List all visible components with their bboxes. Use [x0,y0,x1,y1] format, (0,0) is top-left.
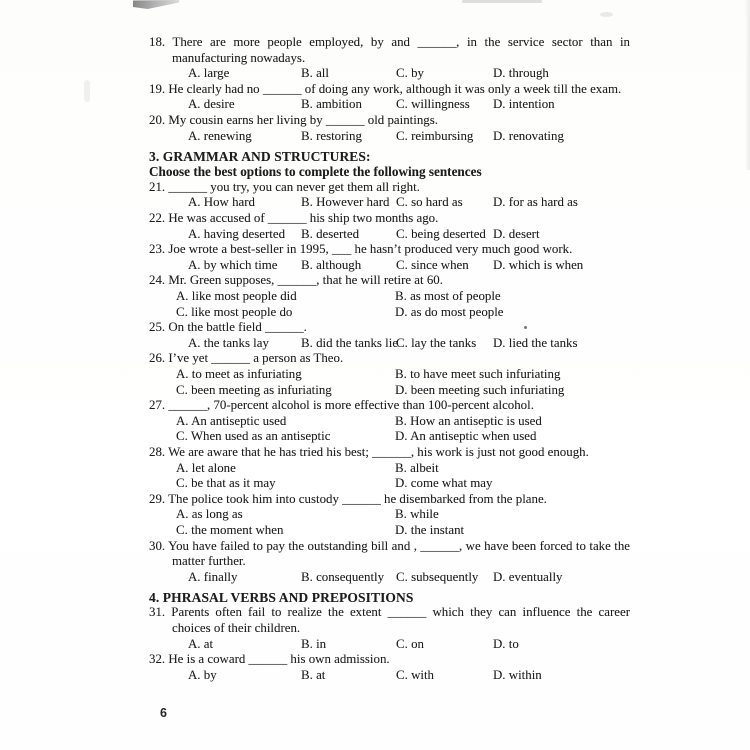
section-heading: 3. GRAMMAR AND STRUCTURES: [149,148,371,164]
option-row [149,336,630,352]
option-d [493,668,542,684]
option-d [395,523,464,539]
option-c [396,195,463,211]
option-label: A. [176,460,189,475]
option-text: to meet as infuriating [191,366,302,381]
option-text: as long as [191,507,243,522]
option-text: been meeting as infuriating [191,382,332,397]
option-label: C. [396,636,408,651]
question-22 [149,211,630,242]
option-text: An antiseptic used [191,413,287,428]
option-text: subsequently [411,569,479,584]
option-text: let alone [191,460,236,475]
question-number: 20. [149,112,166,127]
option-label: A. [188,97,201,112]
option-label: C. [176,476,188,491]
option-text: finally [203,569,238,584]
option-text: as do most people [410,304,504,319]
question-27 [149,398,630,445]
option-label: B. [395,460,407,475]
question-stem [149,35,630,66]
option-label: B. [301,569,313,584]
option-text: How hard [203,195,255,210]
option-label: A. [176,413,189,428]
question-number: 29. [149,491,166,506]
section-subheading: Choose the best options to complete the following sentences [149,164,482,180]
option-row [149,195,630,211]
option-d [395,429,536,445]
option-text: been meeting such infuriating [410,382,565,397]
question-number: 24. [149,273,166,288]
option-label: B. [301,66,313,81]
question-number: 18. [149,35,166,49]
question-stem [149,652,630,668]
question-text: He is a coward ______ his own admission. [168,652,390,667]
option-b [395,414,542,430]
option-c [396,129,473,145]
option-text: renovating [508,128,564,143]
option-b [395,289,501,305]
option-label: D. [493,667,506,682]
option-row [149,258,630,274]
option-d [395,305,504,321]
option-label: A. [188,636,201,651]
section-heading: 4. PHRASAL VERBS AND PREPOSITIONS [149,589,414,605]
option-text: all [316,66,329,81]
option-label: A. [188,128,201,143]
option-b [301,227,359,243]
option-row [149,129,630,145]
question-text: I’ve yet ______ a person as Theo. [168,351,344,366]
option-label: D. [493,569,506,584]
question-stem [149,605,630,636]
option-text: deserted [316,226,360,241]
question-stem [149,492,630,508]
scan-shadow-right-edge [745,0,750,170]
option-text: lay the tanks [411,335,477,350]
option-text: be that as it may [191,476,276,491]
option-d [493,227,540,243]
option-label: D. [493,66,506,81]
option-c [396,227,486,243]
option-d [493,258,583,274]
section-3 [149,590,630,684]
option-b [301,637,326,653]
option-label: C. [396,195,408,210]
option-b [301,66,329,82]
option-label: C. [176,429,188,444]
question-24 [149,273,630,320]
option-text: within [508,667,542,682]
option-text: How an antiseptic is used [410,413,542,428]
question-stem [149,320,630,336]
option-label: C. [176,522,188,537]
question-number: 19. [149,81,166,96]
option-label: D. [395,476,408,491]
question-number: 21. [149,179,166,194]
option-label: B. [301,636,313,651]
section-2 [149,149,630,586]
option-text: by which time [203,257,278,272]
question-number: 26. [149,351,166,366]
option-b [301,129,362,145]
option-text: albeit [410,460,439,475]
option-text: like most people did [191,289,297,303]
option-text: through [508,66,549,81]
option-c [396,97,470,113]
option-text: eventually [508,569,563,584]
option-text: with [411,667,434,682]
question-text: Parents often fail to realize the extent ______ which they can influence the career choices of their children. [171,605,630,635]
option-label: B. [301,335,313,350]
question-stem [149,113,630,129]
option-text: When used as an antiseptic [190,429,331,444]
option-label: B. [301,195,313,210]
option-row [149,637,630,653]
question-text: He was accused of ______ his ship two months ago. [168,211,439,226]
question-number: 25. [149,320,166,335]
option-label: C. [176,304,188,319]
option-text: so hard as [411,195,463,210]
option-row [149,383,630,399]
option-row [149,523,630,539]
option-text: restoring [316,128,362,143]
question-text: My cousin earns her living by ______ old paintings. [168,112,438,127]
option-label: B. [395,413,407,428]
question-number: 23. [149,242,166,257]
option-label: B. [395,507,407,522]
option-row [149,289,630,305]
question-text: He clearly had no ______ of doing any work, although it was only a week till the exam. [168,81,622,96]
option-text: which is when [508,257,584,272]
option-text: the moment when [191,522,284,537]
option-text: in [316,636,327,651]
option-b [395,507,439,523]
option-label: A. [188,66,201,81]
question-number: 27. [149,398,166,413]
option-text: by [411,66,424,81]
option-c [396,570,478,586]
option-text: An antiseptic when used [410,429,537,444]
option-text: ambition [316,97,362,112]
option-text: willingness [411,97,470,112]
option-label: C. [396,335,408,350]
option-text: as most of people [410,289,501,303]
option-text: for as hard as [508,195,578,210]
option-a [188,66,229,82]
option-text: desert [508,226,540,241]
option-row [149,414,630,430]
option-label: A. [188,667,201,682]
option-label: A. [176,366,189,381]
option-label: B. [301,226,313,241]
option-text: by [203,667,217,682]
option-row [149,429,630,445]
option-label: C. [396,97,408,112]
option-b [301,336,398,352]
option-text: while [410,507,439,522]
option-b [301,195,389,211]
scan-shadow-left-edge [84,80,90,102]
question-number: 31. [149,605,166,620]
option-text: since when [411,257,469,272]
option-label: D. [395,304,408,319]
question-stem [149,82,630,98]
option-text: desire [203,97,235,112]
option-label: D. [493,195,506,210]
question-26 [149,351,630,398]
question-text: Joe wrote a best-seller in 1995, ___ he hasn’t produced very much good work. [168,242,573,257]
option-row [149,66,630,82]
option-c [176,429,330,445]
question-31 [149,605,630,652]
question-stem [149,398,630,414]
option-label: A. [188,335,201,350]
option-label: D. [493,257,506,272]
option-row [149,367,630,383]
option-text: large [203,66,230,81]
question-text: ______ you try, you can never get them all right. [168,179,420,194]
option-text: at [203,636,214,651]
option-b [395,461,439,477]
option-text: although [316,257,362,272]
question-30 [149,539,630,586]
question-32 [149,652,630,683]
option-d [493,129,564,145]
option-text: renewing [203,128,252,143]
option-a [176,414,286,430]
option-row [149,227,630,243]
page-number: 6 [160,706,167,720]
option-b [301,258,361,274]
option-a [188,97,235,113]
option-label: D. [493,97,506,112]
question-19 [149,82,630,113]
question-stem [149,351,630,367]
question-text: On the battle field ______. [168,320,307,335]
option-text: to have meet such infuriating [410,366,561,381]
option-text: to [508,636,519,651]
option-text: the instant [410,522,465,537]
option-text: at [316,667,326,682]
option-c [176,476,276,492]
section-1 [149,35,630,144]
option-a [188,129,252,145]
option-label: A. [188,257,201,272]
question-number: 22. [149,211,166,226]
option-c [396,66,424,82]
option-b [301,97,362,113]
option-c [396,336,476,352]
question-stem [149,180,630,196]
question-stem [149,445,630,461]
option-b [301,570,384,586]
option-label: B. [301,97,313,112]
option-a [188,258,278,274]
option-label: C. [396,257,408,272]
page-content [149,35,630,683]
option-label: C. [396,66,408,81]
option-d [395,383,564,399]
option-text: come what may [410,476,493,491]
option-d [493,66,549,82]
question-29 [149,492,630,539]
option-label: D. [493,636,506,651]
option-c [176,305,292,321]
question-number: 30. [149,538,166,553]
question-text: You have failed to pay the outstanding bill and , ______, we have been forced to take the matter further. [168,538,630,569]
option-row [149,476,630,492]
option-text: having deserted [203,226,286,241]
option-row [149,507,630,523]
option-text: like most people do [191,304,293,319]
option-label: B. [301,667,313,682]
option-d [493,97,555,113]
option-a [176,507,243,523]
question-18 [149,35,630,82]
option-a [188,195,255,211]
option-label: B. [301,128,313,143]
question-number: 32. [149,652,166,667]
option-d [493,570,562,586]
option-label: A. [188,226,201,241]
option-a [176,461,236,477]
option-label: D. [493,226,506,241]
option-c [396,668,434,684]
option-d [493,195,578,211]
scan-speck-top-right [600,12,613,17]
question-25 [149,320,630,351]
question-20 [149,113,630,144]
question-stem [149,273,630,289]
option-c [396,258,469,274]
option-a [176,367,302,383]
option-text: being deserted [411,226,486,241]
option-b [301,668,325,684]
option-label: B. [395,289,407,303]
question-number: 28. [149,444,166,459]
option-text: reimbursing [411,128,474,143]
option-label: A. [176,289,189,303]
question-text: There are more people employed, by and ______, in the service sector than in manufacturing nowadays. [172,35,630,65]
option-text: the tanks lay [203,335,269,350]
option-label: B. [395,366,407,381]
option-label: C. [396,569,408,584]
option-a [188,227,285,243]
option-c [176,523,283,539]
option-label: D. [395,429,408,444]
option-label: C. [396,226,408,241]
option-label: D. [395,522,408,537]
option-a [188,637,213,653]
option-a [188,570,237,586]
option-d [493,637,519,653]
option-a [188,336,269,352]
option-label: C. [396,128,408,143]
option-a [188,668,217,684]
option-c [396,637,424,653]
question-text: Mr. Green supposes, ______, that he will retire at 60. [168,273,443,288]
question-21 [149,180,630,211]
option-label: C. [396,667,408,682]
option-text: did the tanks lie [316,335,399,350]
option-label: D. [395,382,408,397]
option-label: D. [493,335,506,350]
question-28 [149,445,630,492]
question-stem [149,211,630,227]
scan-streak-top-center [462,0,542,3]
option-row [149,461,630,477]
option-label: C. [176,382,188,397]
option-text: intention [508,97,555,112]
option-label: A. [188,195,201,210]
option-row [149,97,630,113]
option-row [149,570,630,586]
question-text: The police took him into custody ______ he disembarked from the plane. [168,491,547,506]
question-stem [149,242,630,258]
option-label: A. [188,569,201,584]
option-row [149,668,630,684]
option-label: D. [493,128,506,143]
question-stem [149,539,630,570]
option-label: B. [301,257,313,272]
option-text: consequently [316,569,385,584]
option-d [493,336,578,352]
option-text: on [411,636,424,651]
scan-smudge-top-left [133,0,179,9]
option-b [395,367,560,383]
option-label: A. [176,507,189,522]
option-a [176,289,297,305]
option-row [149,305,630,321]
question-23 [149,242,630,273]
option-d [395,476,492,492]
question-text: ______, 70-percent alcohol is more effective than 100-percent alcohol. [168,398,534,413]
question-text: We are aware that he has tried his best; ______, his work is just not good enough. [168,444,589,459]
option-text: lied the tanks [508,335,578,350]
option-c [176,383,332,399]
option-text: However hard [316,195,390,210]
